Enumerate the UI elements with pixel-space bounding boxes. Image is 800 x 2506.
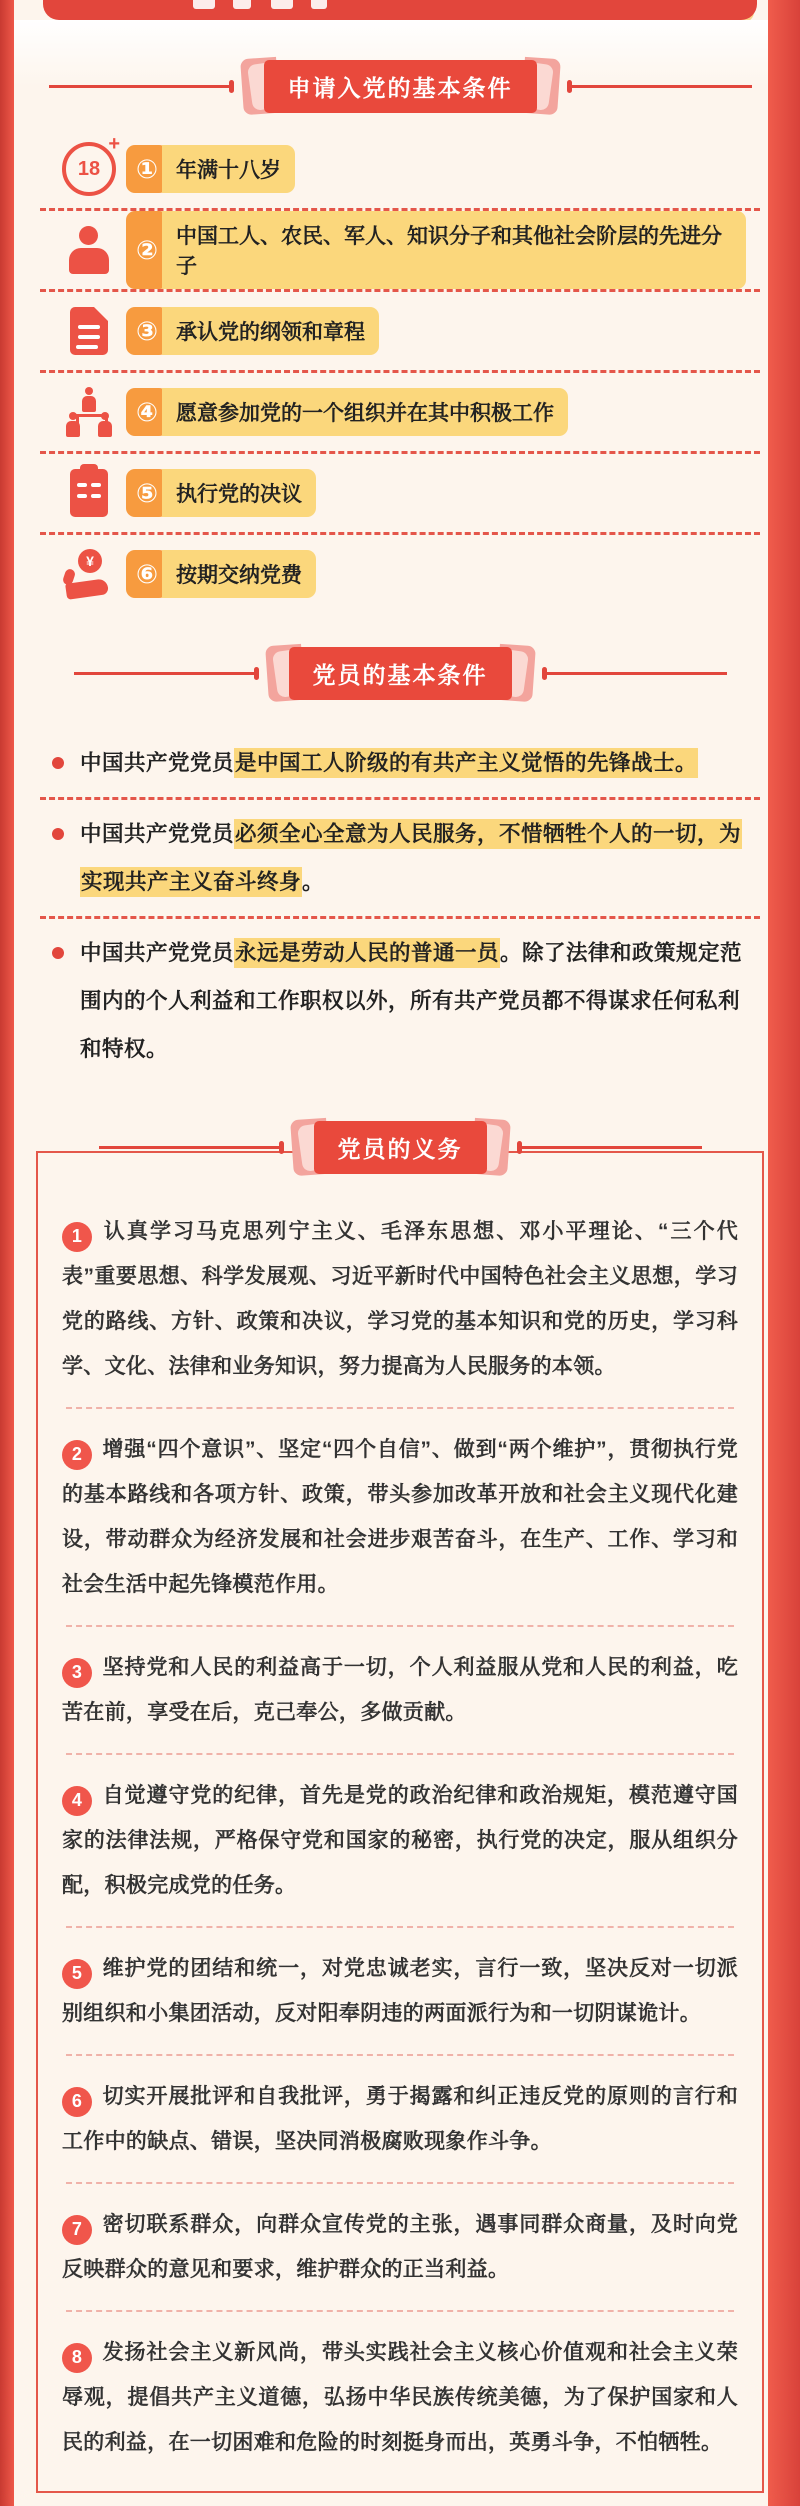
age-18-plus-icon: 18 + [62, 142, 116, 196]
duty-number-badge: 3 [62, 1658, 92, 1688]
bullet-dot [52, 947, 64, 959]
dashed-divider [66, 1753, 734, 1755]
dashed-divider [66, 1926, 734, 1928]
item-text: 承认党的纲领和章程 [162, 307, 379, 355]
clipped-banner-title-stroke [271, 0, 293, 9]
item-text: 愿意参加党的一个组织并在其中积极工作 [162, 388, 568, 436]
item-number-badge: ⑤ [126, 469, 168, 517]
duty-paragraph: 6 切实开展批评和自我批评，勇于揭露和纠正违反党的原则的言行和工作中的缺点、错误，坚决同消极腐败现象作斗争。 [62, 2085, 738, 2153]
list-item: 中国共产党党员必须全心全意为人民服务，不惜牺牲个人的一切，为实现共产主义奋斗终身。 [0, 800, 800, 916]
section-header-member-duties [0, 1117, 800, 1177]
duty-paragraph: 3 坚持党和人民的利益高于一切，个人利益服从党和人民的利益，吃苦在前，享受在后，克己奉公，多做贡献。 [62, 1656, 738, 1724]
list-item [0, 292, 800, 370]
header-line-left [74, 672, 259, 675]
document-icon [70, 307, 108, 355]
dashed-divider [66, 1625, 734, 1627]
duty-number-badge: 6 [62, 2087, 92, 2117]
clipboard-checklist-icon [70, 469, 108, 517]
header-line-right [517, 1146, 702, 1149]
clipped-banner-title-stroke [233, 0, 251, 9]
apply-conditions-list [0, 130, 800, 613]
header-line-right [542, 672, 727, 675]
highlighted-text: 必须全心全意为人民服务，不惜牺牲个人的一切，为实现共产主义奋斗终身 [80, 819, 742, 897]
duty-paragraph: 2 增强“四个意识”、坚定“四个自信”、做到“两个维护”，贯彻执行党的基本路线和各项方针、政策，带头参加改革开放和社会主义现代化建设，带动群众为经济发展和社会进步艰苦奋斗，在生产、工作、学习和社会生活中起先锋模范作用。 [62, 1438, 738, 1596]
list-item [0, 211, 800, 289]
item-text: 中国工人、农民、军人、知识分子和其他社会阶层的先进分子 [162, 211, 746, 289]
duty-number-badge: 7 [62, 2215, 92, 2245]
dashed-divider [66, 1407, 734, 1409]
top-banner [43, 0, 757, 20]
item-number-badge: ⑥ [126, 550, 168, 598]
bullet-dot [52, 828, 64, 840]
org-chart-icon [64, 387, 114, 437]
duty-paragraph: 7 密切联系群众，向群众宣传党的主张，遇事同群众商量，及时向党反映群众的意见和要求，维护群众的正当利益。 [62, 2213, 738, 2281]
section-title: 党员的义务 [314, 1121, 487, 1174]
item-number-badge: ④ [126, 388, 168, 436]
page-border-left [0, 0, 14, 2506]
item-number-badge: ① [126, 145, 168, 193]
section-header-apply-conditions [0, 56, 800, 116]
duty-paragraph: 4 自觉遵守党的纪律，首先是党的政治纪律和政治规矩，模范遵守国家的法律法规，严格保守党和国家的秘密，执行党的决定，服从组织分配，积极完成党的任务。 [62, 1784, 738, 1897]
duty-number-badge: 5 [62, 1959, 92, 1989]
pay-fee-hand-coin-icon: ¥ [64, 549, 114, 599]
duties-box [36, 1151, 764, 2493]
clipped-banner-title-stroke [311, 0, 327, 9]
list-item [0, 130, 800, 208]
dashed-divider [66, 2182, 734, 2184]
person-icon [67, 226, 111, 274]
header-line-left [49, 85, 234, 88]
highlighted-text: 永远是劳动人民的普通一员 [234, 938, 500, 968]
header-line-right [567, 85, 752, 88]
header-line-left [99, 1146, 284, 1149]
item-number-badge: ③ [126, 307, 168, 355]
list-item [0, 454, 800, 532]
list-item: 中国共产党党员是中国工人阶级的有共产主义觉悟的先锋战士。 [0, 729, 800, 797]
item-text: 按期交纳党费 [162, 550, 316, 598]
duty-number-badge: 4 [62, 1786, 92, 1816]
duty-paragraph: 8 发扬社会主义新风尚，带头实践社会主义核心价值观和社会主义荣辱观，提倡共产主义道德，弘扬中华民族传统美德，为了保护国家和人民的利益，在一切困难和危险的时刻挺身而出，英勇斗争，不怕牺牲。 [62, 2341, 738, 2454]
page-border-right [768, 0, 800, 2506]
item-text: 年满十八岁 [162, 145, 295, 193]
duty-number-badge: 1 [62, 1222, 92, 1252]
list-item: 中国共产党党员永远是劳动人民的普通一员。除了法律和政策规定范围内的个人利益和工作职权以外，所有共产党员都不得谋求任何私利和特权。 [0, 919, 800, 1083]
top-banner-zone [0, 0, 800, 20]
duty-paragraph: 1 认真学习马克思列宁主义、毛泽东思想、邓小平理论、“三个代表”重要思想、科学发展观、习近平新时代中国特色社会主义思想，学习党的路线、方针、政策和决议，学习党的基本知识和党的历史，学习科学、文化、法律和业务知识，努力提高为人民服务的本领。 [62, 1220, 738, 1378]
section-header-member-conditions [0, 643, 800, 703]
section-title: 党员的基本条件 [289, 647, 512, 700]
dashed-divider [66, 2310, 734, 2312]
dashed-divider [66, 2054, 734, 2056]
list-item [0, 373, 800, 451]
item-number-badge: ② [126, 211, 168, 289]
clipped-banner-title-stroke [193, 0, 215, 9]
duty-number-badge: 2 [62, 1440, 92, 1470]
list-item [0, 535, 800, 613]
bullet-dot [52, 757, 64, 769]
highlighted-text: 是中国工人阶级的有共产主义觉悟的先锋战士。 [234, 748, 698, 778]
duty-number-badge: 8 [62, 2343, 92, 2373]
duty-paragraph: 5 维护党的团结和统一，对党忠诚老实，言行一致，坚决反对一切派别组织和小集团活动，反对阳奉阴违的两面派行为和一切阴谋诡计。 [62, 1957, 738, 2025]
member-conditions-list [0, 729, 800, 1083]
item-text: 执行党的决议 [162, 469, 316, 517]
section-title: 申请入党的基本条件 [264, 60, 537, 113]
